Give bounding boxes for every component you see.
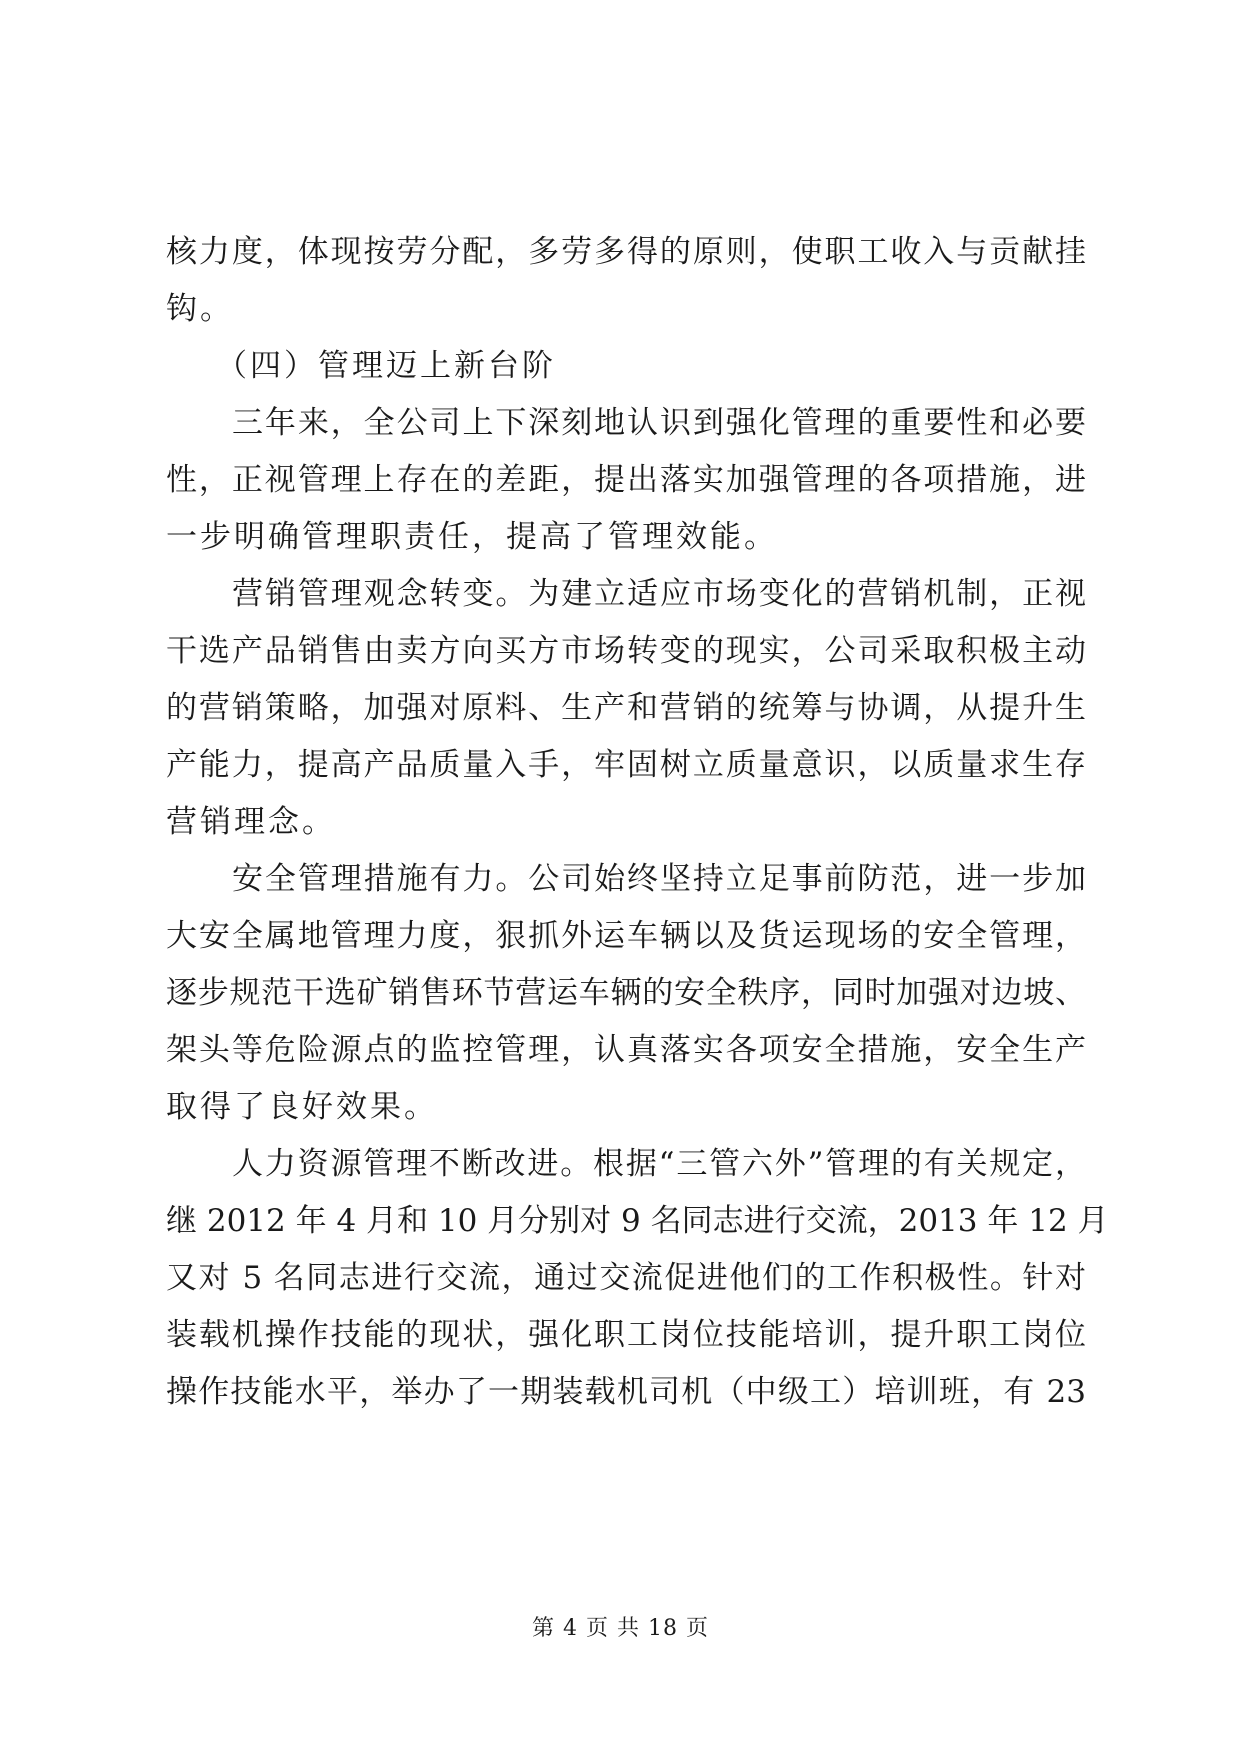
text-line: 又对 5 名同志进行交流，通过交流促进他们的工作积极性。针对 xyxy=(166,1260,1086,1296)
text-line: 钩。 xyxy=(166,291,234,327)
text-line: 大安全属地管理力度，狠抓外运车辆以及货运现场的安全管理， xyxy=(166,918,1086,954)
text-line: 营销管理观念转变。为建立适应市场变化的营销机制，正视 xyxy=(232,576,1086,612)
text-line: 操作技能水平，举办了一期装载机司机（中级工）培训班，有 23 xyxy=(166,1374,1086,1410)
text-line: 干选产品销售由卖方向买方市场转变的现实，公司采取积极主动 xyxy=(166,633,1086,669)
text-line: 一步明确管理职责任，提高了管理效能。 xyxy=(166,519,778,555)
section-heading: （四）管理迈上新台阶 xyxy=(216,348,556,384)
text-line: 营销理念。 xyxy=(166,804,336,840)
text-line: 逐步规范干选矿销售环节营运车辆的安全秩序，同时加强对边坡、 xyxy=(166,975,1086,1011)
text-line: 三年来，全公司上下深刻地认识到强化管理的重要性和必要 xyxy=(232,405,1086,441)
text-line: 装载机操作技能的现状，强化职工岗位技能培训，提升职工岗位 xyxy=(166,1317,1086,1353)
text-line: 产能力，提高产品质量入手，牢固树立质量意识，以质量求生存 xyxy=(166,747,1086,783)
text-line: 架头等危险源点的监控管理，认真落实各项安全措施，安全生产 xyxy=(166,1032,1086,1068)
text-line: 核力度，体现按劳分配，多劳多得的原则，使职工收入与贡献挂 xyxy=(166,234,1086,270)
text-line: 人力资源管理不断改进。根据“三管六外”管理的有关规定， xyxy=(232,1146,1086,1182)
text-line: 继 2012 年 4 月和 10 月分别对 9 名同志进行交流，2013 年 12 月 xyxy=(166,1203,1109,1239)
text-line: 性，正视管理上存在的差距，提出落实加强管理的各项措施，进 xyxy=(166,462,1086,498)
text-line: 安全管理措施有力。公司始终坚持立足事前防范，进一步加 xyxy=(232,861,1086,897)
text-line: 取得了良好效果。 xyxy=(166,1089,438,1125)
page-footer: 第 4 页 共 18 页 xyxy=(532,1616,709,1641)
text-line: 的营销策略，加强对原料、生产和营销的统筹与协调，从提升生 xyxy=(166,690,1086,726)
